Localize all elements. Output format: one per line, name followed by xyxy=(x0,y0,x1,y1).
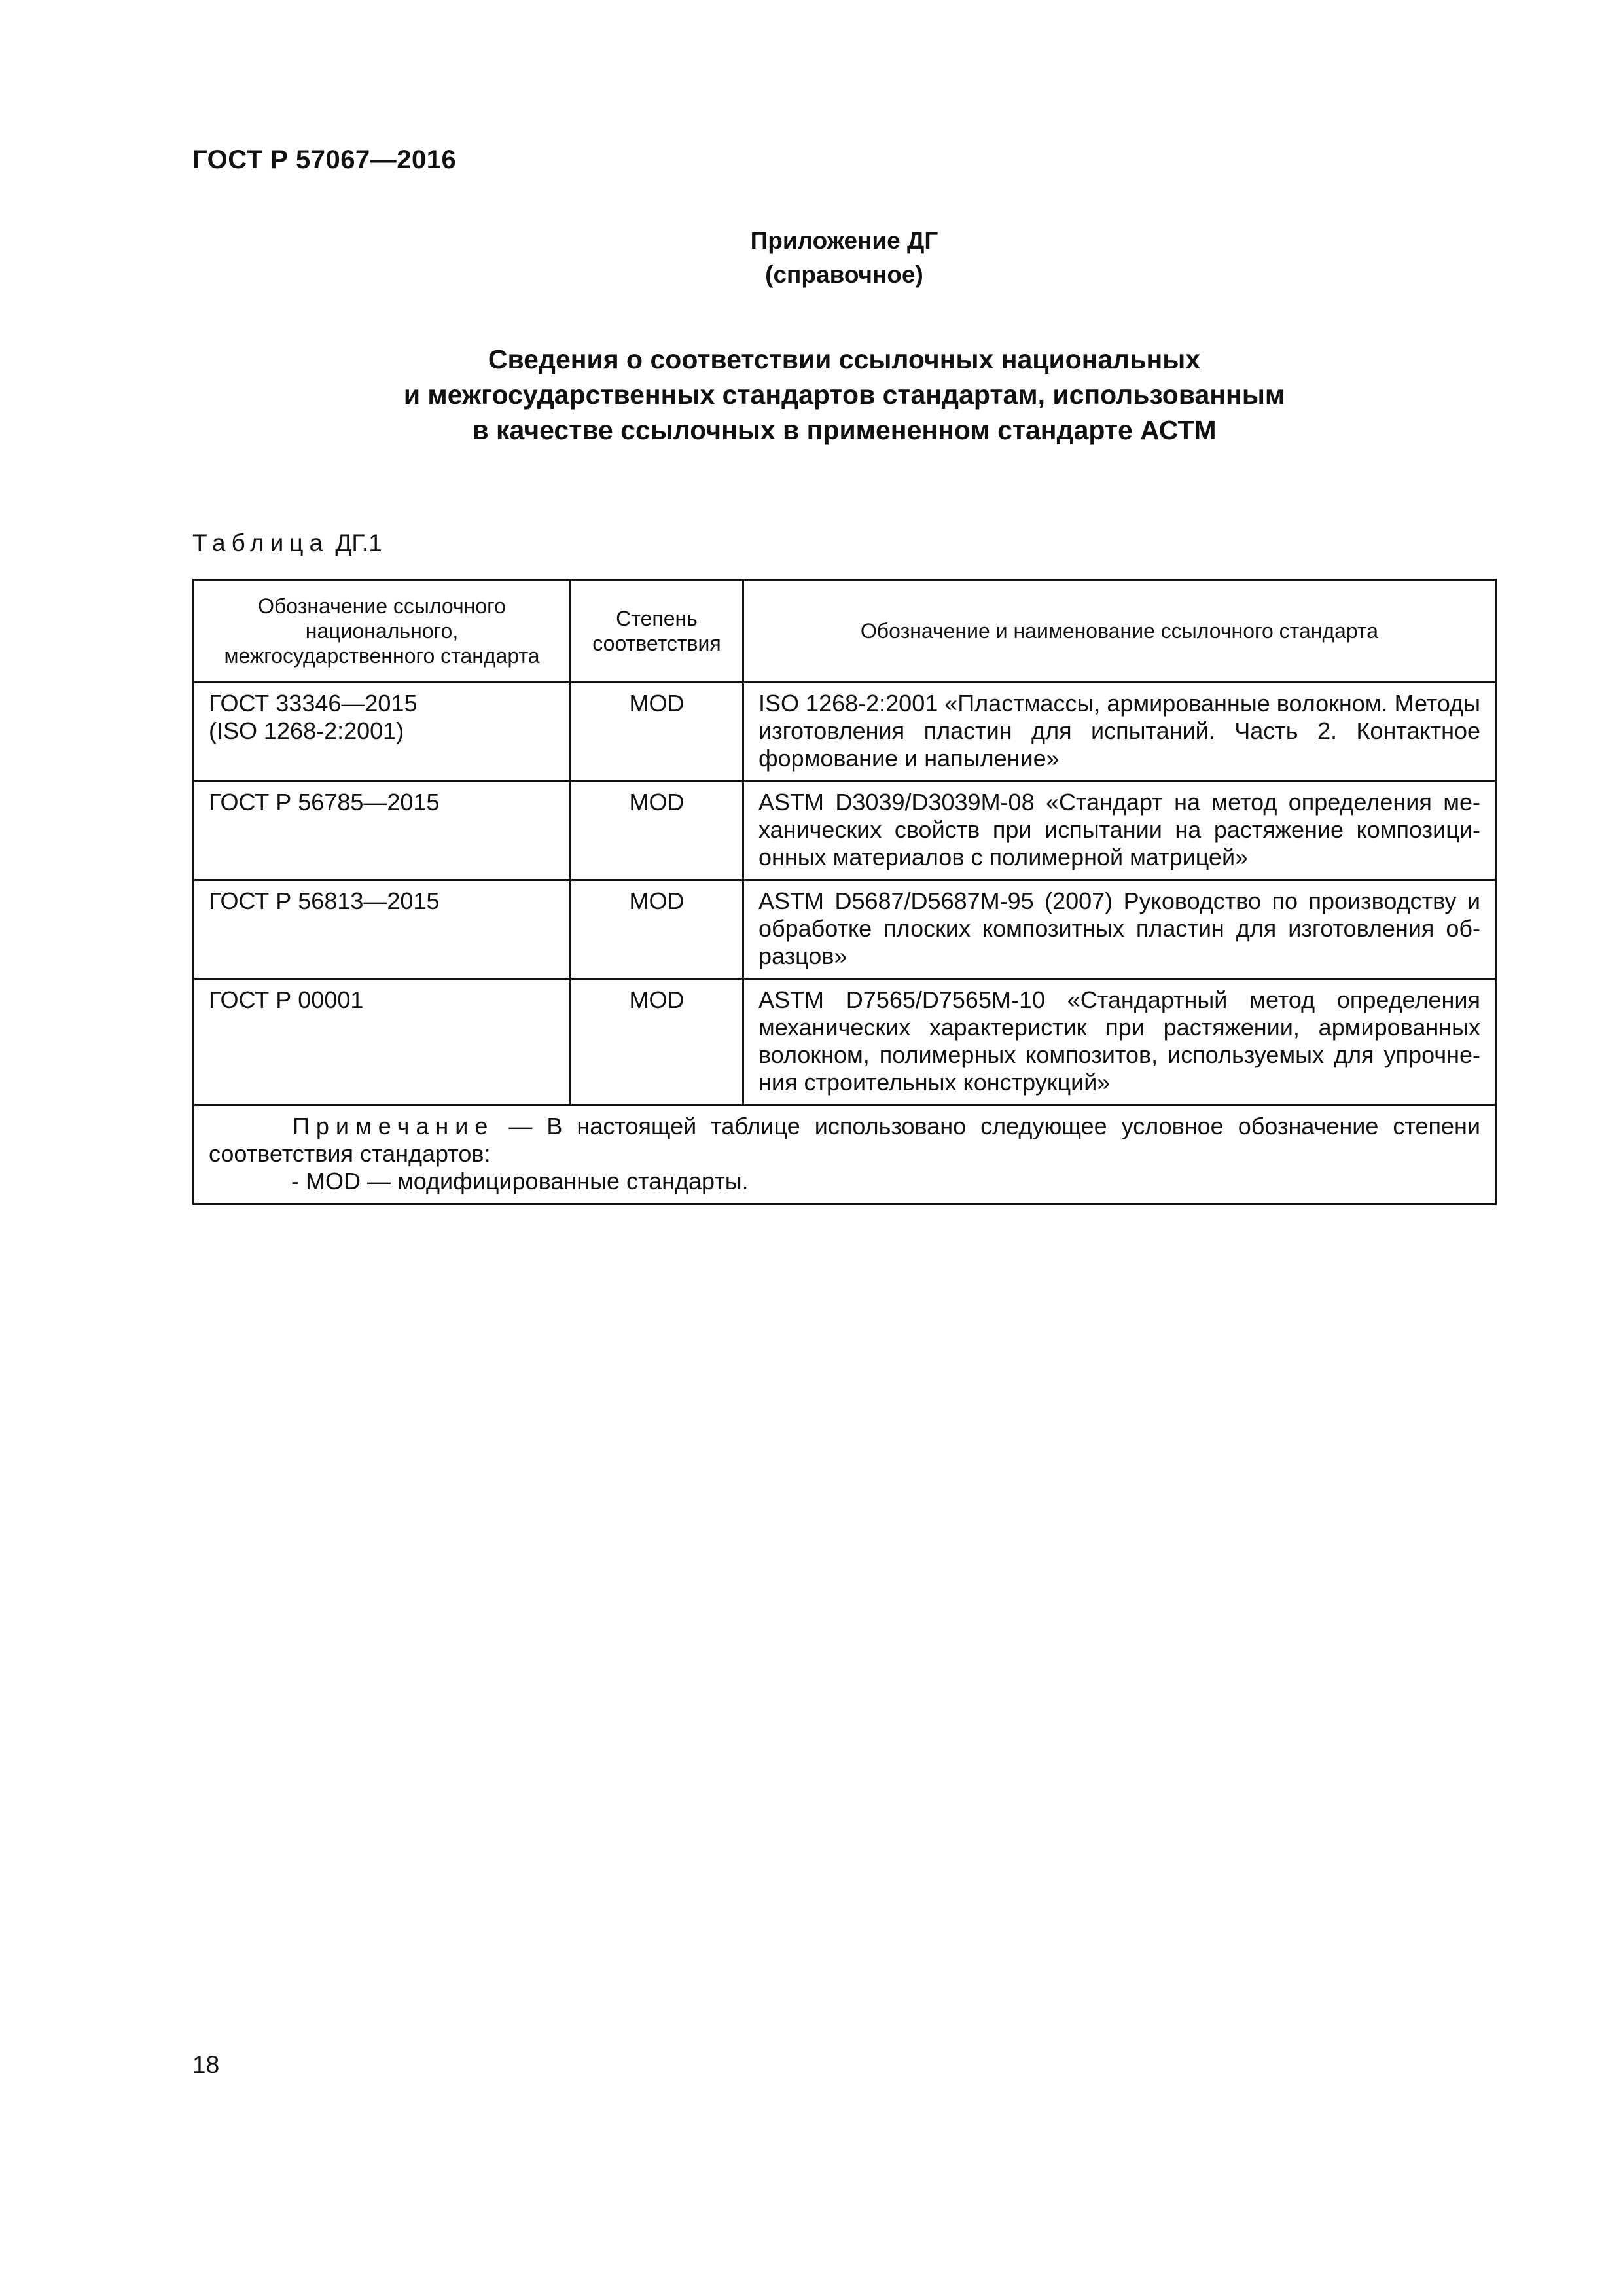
heading-line: Сведения о соответствии ссылочных национальных xyxy=(488,344,1201,374)
note-label: Примечание xyxy=(293,1113,495,1139)
standard-code-cell xyxy=(194,683,571,781)
standard-code-cell xyxy=(194,880,571,979)
page-number: 18 xyxy=(192,2051,220,2078)
note-list-item: - MOD — модифицированные стандарты. xyxy=(291,1168,749,1194)
standard-code: ГОСТ Р 00001 xyxy=(209,986,364,1013)
standard-name-cell: ISO 1268-2:2001 «Пластмассы, армированные волокном. Методы изготовления пластин для испытаний. Часть 2. Контактное формование и напыление» xyxy=(743,683,1496,781)
note-text xyxy=(209,1113,1480,1168)
table-header-row xyxy=(194,580,1496,683)
table-note-row xyxy=(194,1105,1496,1204)
table-row xyxy=(194,979,1496,1105)
standard-code: ГОСТ 33346—2015 xyxy=(209,690,418,717)
heading-line: в качестве ссылочных в примененном стандарте АСТМ xyxy=(472,415,1217,445)
table-label-word: Таблица xyxy=(192,529,329,556)
table-label-number: ДГ.1 xyxy=(335,529,382,556)
degree-cell: MOD xyxy=(571,880,743,979)
standard-code: ГОСТ Р 56785—2015 xyxy=(209,789,440,816)
document-code: ГОСТ Р 57067—2016 xyxy=(192,145,457,174)
appendix-subtitle: (справочное) xyxy=(765,261,923,288)
standard-code-cell xyxy=(194,781,571,880)
section-heading xyxy=(192,342,1496,448)
standard-name-cell: ASTM D5687/D5687M-95 (2007) Руководство по производству и обработке плоских композитных пластин для изготовления образцов» xyxy=(743,880,1496,979)
column-header-code: Обозначение ссылочного национального, межгосударственного стандарта xyxy=(194,580,571,683)
note-dash: — xyxy=(508,1113,533,1139)
degree-cell: MOD xyxy=(571,979,743,1105)
note-body: В настоящей таблице использовано следующее условное обозначение степени соответствия стандартов: xyxy=(209,1113,1480,1167)
table-row xyxy=(194,683,1496,781)
table-label xyxy=(192,528,382,559)
heading-line: и межгосударственных стандартов стандартам, использованным xyxy=(403,380,1285,410)
table-note xyxy=(194,1105,1496,1204)
table-row xyxy=(194,781,1496,880)
appendix-title: Приложение ДГ xyxy=(750,227,938,254)
table-row xyxy=(194,880,1496,979)
standard-name-cell: ASTM D7565/D7565M-10 «Стандартный метод определения механических характеристик при растяжении, армированных волокном, полимерных композитов, используемых для упрочнения строительных конструкций» xyxy=(743,979,1496,1105)
reference-table xyxy=(192,579,1497,1205)
column-header-degree: Степень соответствия xyxy=(571,580,743,683)
degree-cell: MOD xyxy=(571,683,743,781)
standard-code-cell xyxy=(194,979,571,1105)
column-header-name: Обозначение и наименование ссылочного стандарта xyxy=(743,580,1496,683)
degree-cell: MOD xyxy=(571,781,743,880)
standard-code-alt: (ISO 1268-2:2001) xyxy=(209,717,404,744)
standard-name-cell: ASTM D3039/D3039M-08 «Стандарт на метод определения механических свойств при испытании на растяжение композиционных материалов с полимерной матрицей» xyxy=(743,781,1496,880)
standard-code: ГОСТ Р 56813—2015 xyxy=(209,888,440,914)
